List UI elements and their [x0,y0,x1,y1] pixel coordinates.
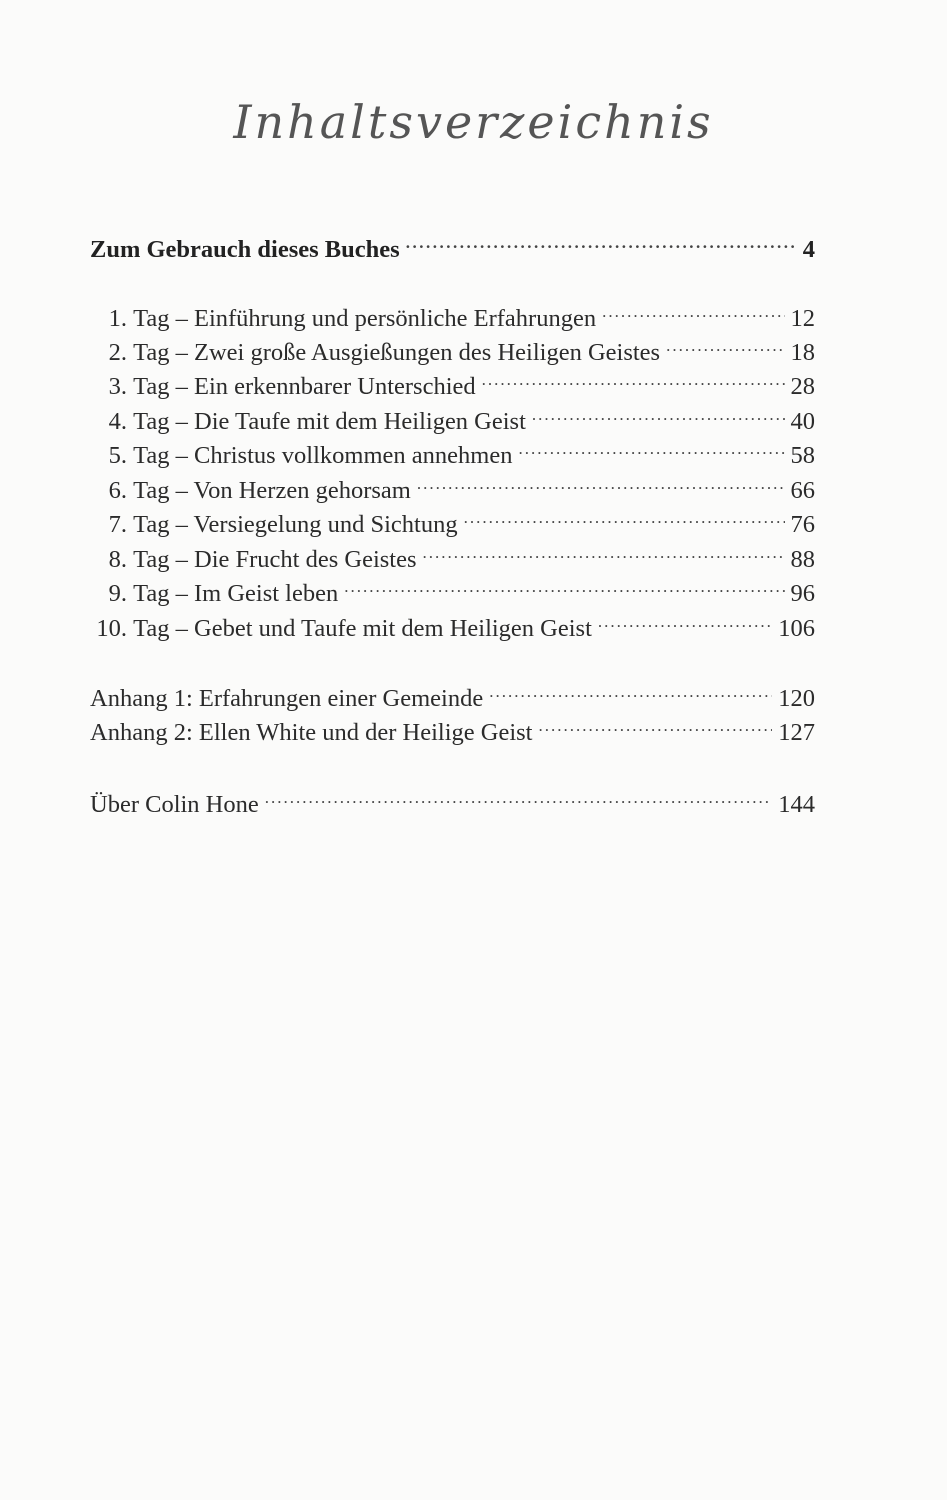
toc-entry-page: 58 [790,442,815,469]
toc-entry-page: 40 [790,408,815,435]
toc-entry-label: Über Colin Hone [90,791,259,818]
toc-entry-page: 76 [790,511,815,538]
toc-entry-number: 5. [108,442,127,469]
toc-entry-page: 88 [790,546,815,573]
toc-entry-day-6 [90,464,815,504]
toc-entry-day-1 [90,292,815,332]
toc-entry-page: 12 [790,305,815,332]
dot-leader [265,778,773,812]
toc-entry-number: 9. [108,580,127,607]
dot-leader [344,567,784,601]
toc-entry-page: 144 [778,791,815,818]
toc-entry-label: Tag – Christus vollkommen annehmen [133,442,513,469]
toc-entry-number: 4. [108,408,127,435]
toc-entry-number: 10. [96,615,127,642]
toc-entry-page: 106 [778,615,815,642]
toc-entry-about [90,778,815,818]
toc-entry-day-9 [90,567,815,607]
toc-entry-number: 1. [108,305,127,332]
toc-entry-label: Tag – Einführung und persönliche Erfahrungen [133,305,597,332]
toc-entry-day-2 [90,326,815,366]
dot-leader [666,326,784,360]
toc-entry-label: Zum Gebrauch dieses Buches [90,236,400,263]
toc-entry-number: 6. [108,477,127,504]
toc-entry-label: Tag – Die Taufe mit dem Heiligen Geist [133,408,526,435]
toc-entry-day-5 [90,429,815,469]
page-title: Inhaltsverzeichnis [233,95,714,149]
toc-entry-page: 120 [778,685,815,712]
dot-leader [602,292,784,326]
toc-entry-label: Tag – Gebet und Taufe mit dem Heiligen Geist [133,615,592,642]
toc-entry-number: 8. [108,546,127,573]
dot-leader [406,223,797,257]
dot-leader [518,429,784,463]
dot-leader [482,360,785,394]
toc-entry-page: 127 [778,719,815,746]
toc-entry-page: 4 [802,236,815,263]
toc-entry-page: 18 [790,339,815,366]
toc-entry-number: 3. [108,373,127,400]
toc-entry-label: Tag – Im Geist leben [133,580,339,607]
dot-leader [417,464,785,498]
toc-entry-page: 96 [790,580,815,607]
toc-entry-label: Tag – Die Frucht des Geistes [133,546,417,573]
dot-leader [464,498,785,532]
toc-entry-label: Tag – Zwei große Ausgießungen des Heiligen Geistes [133,339,661,366]
toc-entry-day-7 [90,498,815,538]
toc-entry-appendix-1 [90,672,815,712]
toc-entry-label: Tag – Von Herzen gehorsam [133,477,411,504]
toc-entry-number: 7. [108,511,127,538]
toc-entry-day-10 [90,602,815,642]
toc-entry-page: 66 [790,477,815,504]
dot-leader [489,672,772,706]
toc-entry-intro [90,223,815,263]
toc-entry-number: 2. [108,339,127,366]
dot-leader [423,533,785,567]
toc-entry-day-8 [90,533,815,573]
toc-entry-label: Anhang 2: Ellen White und der Heilige Geist [90,719,533,746]
toc-entry-day-4 [90,395,815,435]
toc-entry-appendix-2 [90,706,815,746]
toc-entry-day-3 [90,360,815,400]
toc-entry-label: Tag – Ein erkennbarer Unterschied [133,373,476,400]
toc-entry-label: Anhang 1: Erfahrungen einer Gemeinde [90,685,484,712]
dot-leader [532,395,785,429]
toc-entry-label: Tag – Versiegelung und Sichtung [133,511,458,538]
toc-entry-page: 28 [790,373,815,400]
dot-leader [538,706,772,740]
dot-leader [598,602,772,636]
